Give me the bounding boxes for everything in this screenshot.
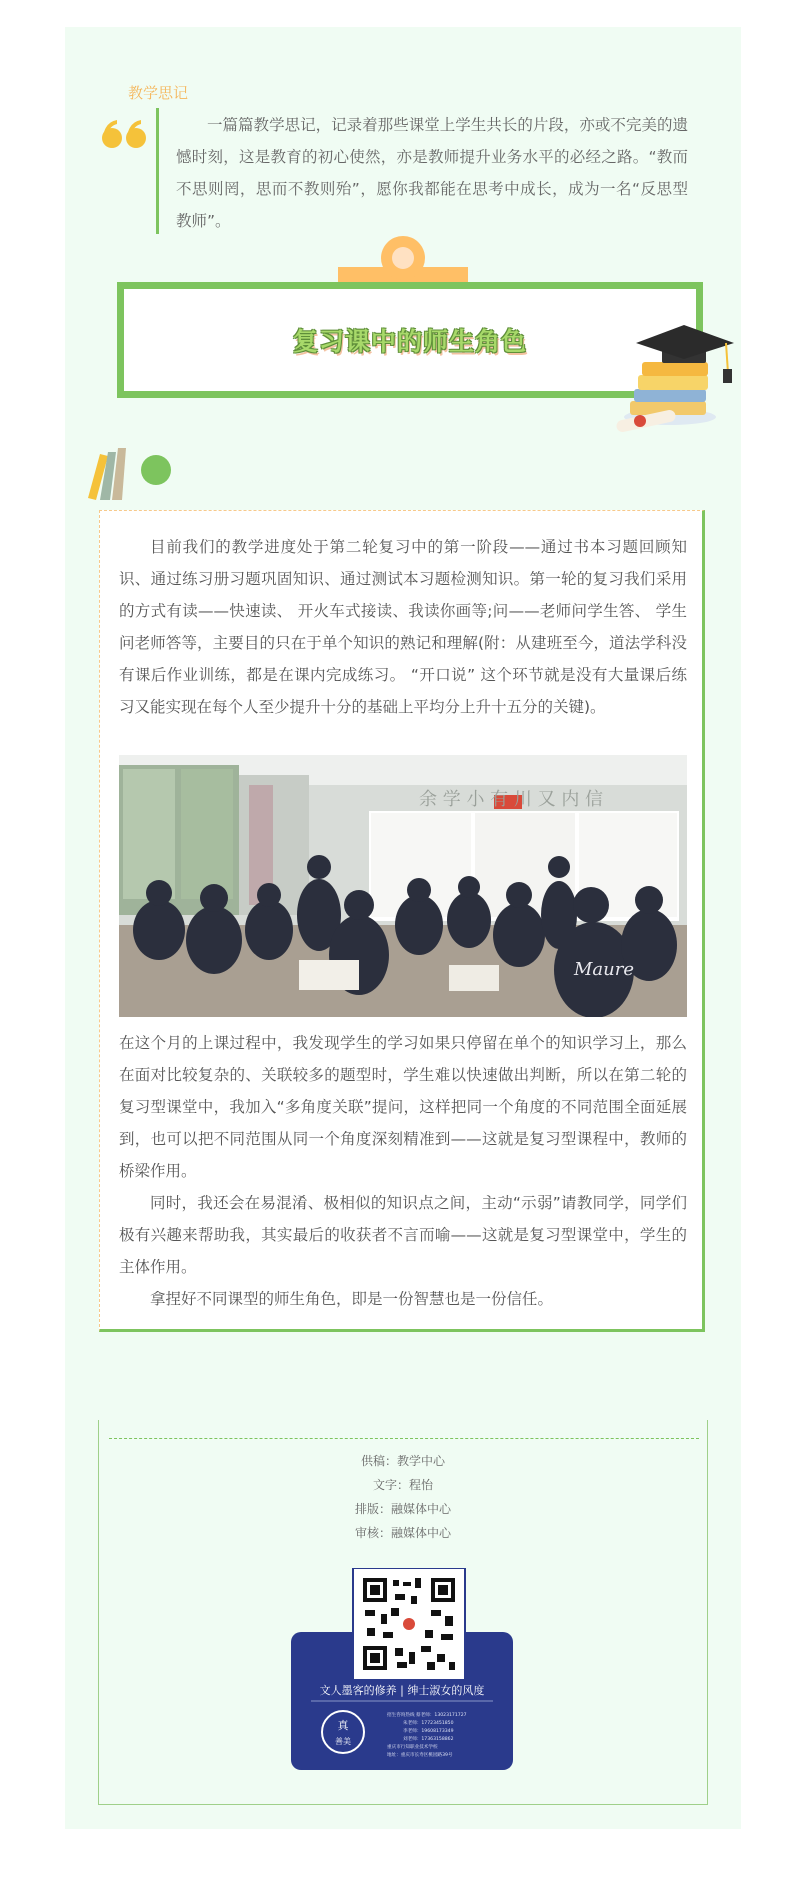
classroom-photo <box>119 755 687 1017</box>
quote-icon <box>101 118 149 150</box>
contact-line: 招生咨询热线 蔡老师：13023171727 <box>387 1713 467 1718</box>
banner-circle <box>381 236 425 280</box>
graduation-cap-icon <box>610 305 750 435</box>
intro-text: 一篇篇教学思记，记录着那些课堂上学生共长的片段，亦或不完美的遗憾时刻，这是教育的初心使然，亦是教师提升业务水平的必经之路。“教而不思则罔，思而不教则殆”，愿你我都能在思考中成长，成为一名“反思型教师”。 <box>176 116 688 230</box>
intro-label: 教学思记 <box>128 84 189 102</box>
classroom-image <box>119 755 687 1017</box>
qr-code-card[interactable] <box>291 1568 513 1770</box>
credit-layout: 排版：融媒体中心 <box>354 1502 451 1516</box>
article-paragraph-2: 在这个月的上课过程中，我发现学生的学习如果只停留在单个的知识学习上，那么在面对比较复杂的、关联较多的题型时，学生难以快速做出判断，所以在第二轮的复习型课堂中，我加入“多角度关联”提问，这样把同一个角度的不同范围全面延展到，也可以把不同范围从同一个角度深刻精准到——这就是复习型课程中，教师的桥梁作用。 <box>119 1034 687 1180</box>
credit-writer: 文字：程怡 <box>372 1478 433 1492</box>
article-paragraph-4: 拿捏好不同课型的师生角色，即是一份智慧也是一份信任。 <box>150 1290 554 1308</box>
article-paragraph-3: 同时，我还会在易混淆、极相似的知识点之间，主动“示弱”请教同学，同学们极有兴趣来帮助我，其实最后的收获者不言而喻——这就是复习型课堂中，学生的主体作用。 <box>119 1194 687 1276</box>
article-card <box>99 510 705 1332</box>
quote-bar <box>156 108 159 234</box>
contact-line: 重庆市行知职业技术学校 <box>387 1745 438 1750</box>
seal-bottom: 善美 <box>335 1737 351 1746</box>
card-slogan: 文人墨客的修养 | 绅士淑女的风度 <box>319 1684 485 1697</box>
article-title: 复习课中的师生角色 <box>292 327 527 356</box>
seal-top: 真 <box>337 1719 349 1732</box>
article-paragraph-1: 目前我们的教学进度处于第二轮复习中的第一阶段——通过书本习题回顾知识、通过练习册习题巩固知识、通过测试本习题检测知识。第一轮的复习我们采用的方式有读——快速读、 开火车式接读、我读你画等;问——老师问学生答、 学生问老师答等，主要目的只在于单个知识的熟记和理解(附：从建班至今，道法学科没有课后作业训练，都是在课内完成练习。 “开口说” 这个环节就是没有大量课后练习又能实现在每个人至少提升十分的基础上平均分上升十五分的关键)。 <box>119 538 687 716</box>
contact-line: 朱老师：17723451850 <box>403 1721 454 1726</box>
wall-slogan: 余 学 小 有 川 又 内 信 <box>419 789 604 810</box>
contact-line: 李老师：19608173349 <box>403 1729 454 1734</box>
shirt-text: Maure <box>574 959 635 980</box>
credit-review: 审核：融媒体中心 <box>354 1526 451 1540</box>
books-decoration-icon <box>86 440 176 502</box>
contact-line: 刘老师：17363158862 <box>403 1737 454 1742</box>
footer-divider <box>109 1438 699 1439</box>
contact-line: 地址：重庆市长寿区桃园路39号 <box>387 1753 453 1758</box>
credit-source: 供稿：教学中心 <box>360 1454 445 1468</box>
